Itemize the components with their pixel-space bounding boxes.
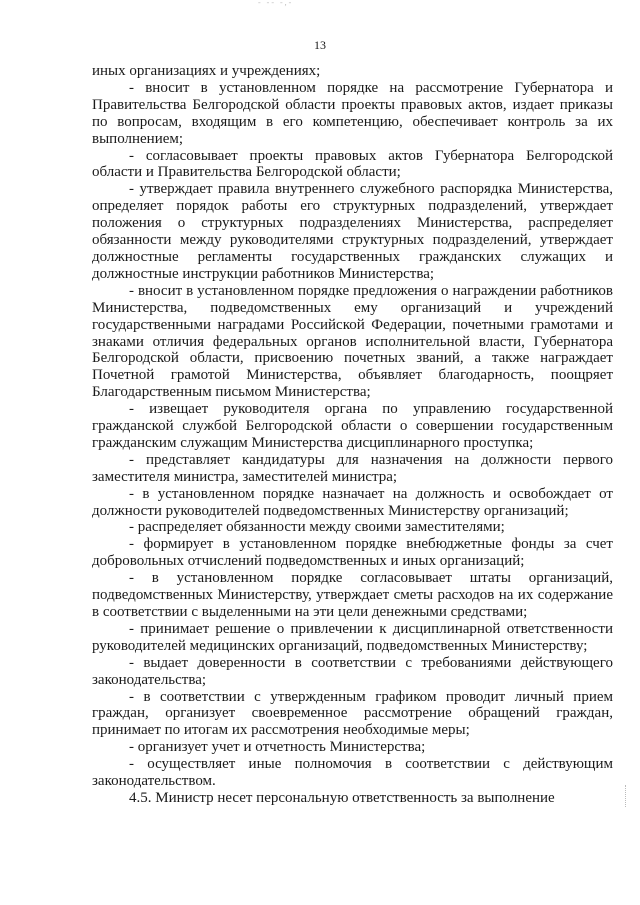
- paragraph: - согласовывает проекты правовых актов Губернатора Белгородской области и Правительства Белгородской области;: [92, 147, 613, 181]
- paragraph: - вносит в установленном порядке на рассмотрение Губернатора и Правительства Белгородской области проекты правовых актов, издает приказы по вопросам, входящим в его компетенцию, обеспечивает контроль за их выполнением;: [92, 79, 613, 147]
- paragraph: - организует учет и отчетность Министерства;: [129, 739, 426, 756]
- paragraph: - представляет кандидатуры для назначения на должности первого заместителя министра, заместителей министра;: [92, 451, 613, 485]
- page-number: 13: [314, 38, 326, 52]
- paragraph: - принимает решение о привлечении к дисциплинарной ответственности руководителей медицинских организаций, подведомственных Министерству;: [92, 620, 613, 654]
- paragraph: - в установленном порядке назначает на должность и освобождает от должности руководителей подведомственных Министерству организаций;: [92, 485, 613, 519]
- paragraph: - осуществляет иные полномочия в соответствии с действующим законодательством.: [92, 756, 613, 790]
- paragraph: - в установленном порядке согласовывает штаты организаций, подведомственных Министерству, утверждает сметы расходов на их содержание в соответствии с выделенными на эти цели денежными средствами;: [92, 570, 613, 620]
- paragraph: - выдает доверенности в соответствии с требованиями действующего законодательства;: [92, 654, 613, 688]
- paragraph: - утверждает правила внутреннего служебного распорядка Министерства, определяет порядок работы его структурных подразделений, утверждает положения о структурных подразделениях Министерства, распределяет обязанности между руководителями структурных подразделений, утверждает должностные регламенты государственных гражданских служащих и должностные инструкции работников Министерства;: [92, 181, 613, 282]
- paragraph: - извещает руководителя органа по управлению государственной гражданской службой Белгородской области о совершении государственным гражданским служащим Министерства дисциплинарного проступка;: [92, 401, 613, 451]
- paragraph: - распределяет обязанности между своими заместителями;: [129, 519, 505, 536]
- document-body: [92, 63, 613, 807]
- paragraph: - формирует в установленном порядке внебюджетные фонды за счет добровольных отчислений подведомственных и иных организаций;: [92, 536, 613, 570]
- scan-artifact: - -- -,-: [258, 0, 294, 7]
- paragraph: - в соответствии с утвержденным графиком проводит личный прием граждан, организует своевременное рассмотрение обращений граждан, принимает по итогам их рассмотрения необходимые меры;: [92, 688, 613, 739]
- paragraph: - вносит в установленном порядке предложения о награждении работников Министерства, подведомственных ему организаций и учреждений государственными наградами Российской Федерации, почетными грамотами и знаками отличия федеральных органов исполнительной власти, Губернатора Белгородской области, присвоению почетных званий, а также награждает Почетной грамотой Министерства, объявляет благодарность, поощряет Благодарственным письмом Министерства;: [92, 282, 613, 401]
- scan-margin-mark: [625, 785, 627, 807]
- paragraph: иных организациях и учреждениях;: [92, 63, 321, 79]
- paragraph: 4.5. Министр несет персональную ответственность за выполнение: [129, 789, 555, 806]
